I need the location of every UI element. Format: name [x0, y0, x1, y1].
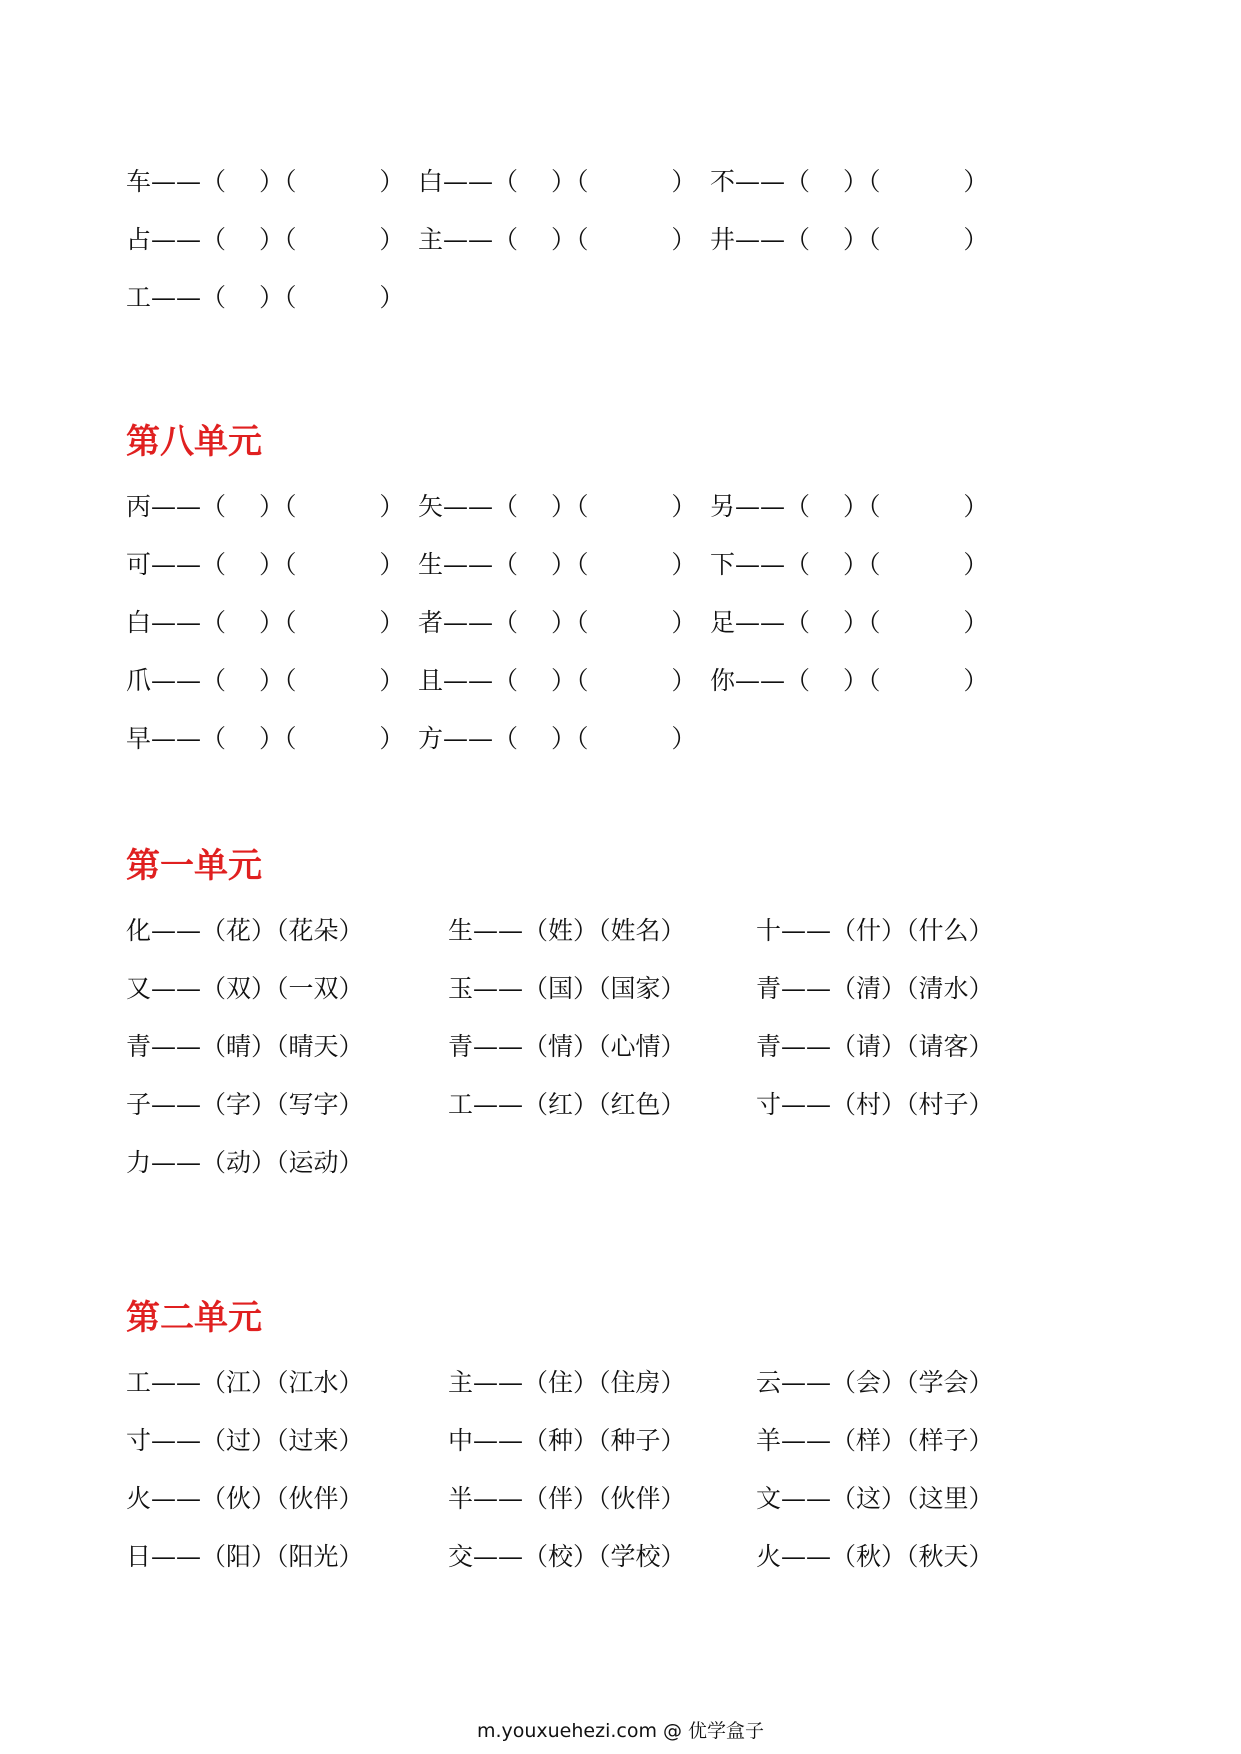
answer-item: 化——（花）（花朵）: [126, 916, 364, 945]
answer-item: 火——（秋）（秋天）: [756, 1542, 994, 1571]
answer-item: 交——（校）（学校）: [448, 1542, 686, 1571]
exercise-item: 足——（ ）（ ）: [710, 608, 989, 637]
exercise-row: [126, 487, 1126, 527]
exercise-item: 方——（ ）（ ）: [418, 724, 697, 753]
exercise-item: 占——（ ）（ ）: [126, 225, 405, 254]
answer-item: 工——（江）（江水）: [126, 1368, 364, 1397]
exercise-row: [126, 220, 1126, 260]
answer-item: 十——（什）（什么）: [756, 916, 994, 945]
exercise-item: 且——（ ）（ ）: [418, 666, 697, 695]
exercise-item: 车——（ ）（ ）: [126, 167, 405, 196]
answer-item: 火——（伙）（伙伴）: [126, 1484, 364, 1513]
section-heading: 第八单元: [126, 422, 262, 462]
answer-row: [126, 1363, 1126, 1403]
answer-row: [126, 1537, 1126, 1577]
answer-item: 文——（这）（这里）: [756, 1484, 994, 1513]
exercise-item: 井——（ ）（ ）: [710, 225, 989, 254]
exercise-row: [126, 719, 1126, 759]
answer-item: 中——（种）（种子）: [448, 1426, 686, 1455]
answer-item: 力——（动）（运动）: [126, 1148, 364, 1177]
exercise-item: 另——（ ）（ ）: [710, 492, 989, 521]
answer-row: [126, 1143, 1126, 1183]
answer-item: 子——（字）（写字）: [126, 1090, 364, 1119]
exercise-item: 白——（ ）（ ）: [126, 608, 405, 637]
exercise-item: 矢——（ ）（ ）: [418, 492, 697, 521]
exercise-row: [126, 162, 1126, 202]
answer-item: 寸——（村）（村子）: [756, 1090, 994, 1119]
section-heading: 第二单元: [126, 1298, 262, 1338]
exercise-item: 你——（ ）（ ）: [710, 666, 989, 695]
footer-watermark: m.youxuehezi.com @ 优学盒子: [476, 1720, 765, 1742]
exercise-item: 工——（ ）（ ）: [126, 283, 405, 312]
answer-item: 青——（清）（清水）: [756, 974, 994, 1003]
exercise-item: 者——（ ）（ ）: [418, 608, 697, 637]
answer-item: 又——（双）（一双）: [126, 974, 364, 1003]
answer-item: 玉——（国）（国家）: [448, 974, 686, 1003]
answer-item: 青——（晴）（晴天）: [126, 1032, 364, 1061]
exercise-item: 可——（ ）（ ）: [126, 550, 405, 579]
exercise-item: 不——（ ）（ ）: [710, 167, 989, 196]
answer-item: 半——（伴）（伙伴）: [448, 1484, 686, 1513]
answer-row: [126, 1027, 1126, 1067]
answer-row: [126, 911, 1126, 951]
exercise-row: [126, 603, 1126, 643]
exercise-row: [126, 661, 1126, 701]
answer-item: 生——（姓）（姓名）: [448, 916, 686, 945]
answer-item: 日——（阳）（阳光）: [126, 1542, 364, 1571]
exercise-row: [126, 278, 1126, 318]
answer-item: 青——（请）（请客）: [756, 1032, 994, 1061]
section-heading: 第一单元: [126, 846, 262, 886]
exercise-item: 丙——（ ）（ ）: [126, 492, 405, 521]
exercise-row: [126, 545, 1126, 585]
exercise-item: 早——（ ）（ ）: [126, 724, 405, 753]
answer-row: [126, 1421, 1126, 1461]
exercise-item: 生——（ ）（ ）: [418, 550, 697, 579]
exercise-item: 白——（ ）（ ）: [418, 167, 697, 196]
exercise-item: 爪——（ ）（ ）: [126, 666, 405, 695]
answer-row: [126, 969, 1126, 1009]
answer-row: [126, 1085, 1126, 1125]
answer-item: 羊——（样）（样子）: [756, 1426, 994, 1455]
exercise-item: 主——（ ）（ ）: [418, 225, 697, 254]
answer-item: 主——（住）（住房）: [448, 1368, 686, 1397]
answer-item: 寸——（过）（过来）: [126, 1426, 364, 1455]
answer-row: [126, 1479, 1126, 1519]
answer-item: 工——（红）（红色）: [448, 1090, 686, 1119]
answer-item: 青——（情）（心情）: [448, 1032, 686, 1061]
answer-item: 云——（会）（学会）: [756, 1368, 994, 1397]
exercise-item: 下——（ ）（ ）: [710, 550, 989, 579]
